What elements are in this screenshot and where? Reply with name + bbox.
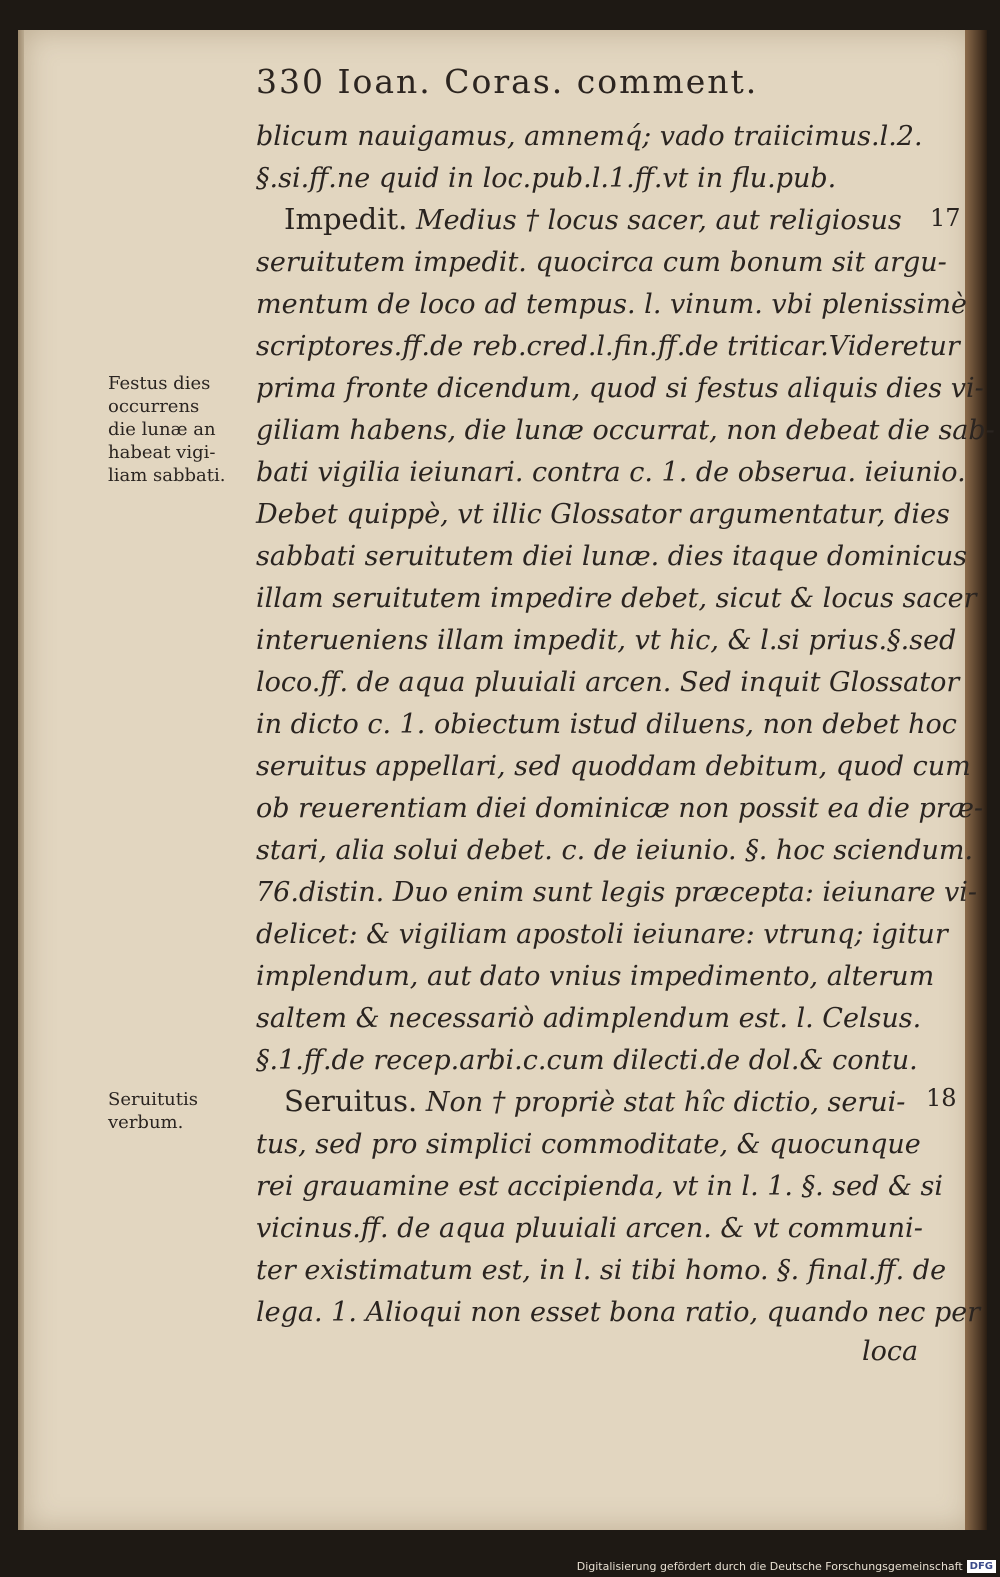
text-line: prima fronte dicendum, quod si festus aliquis dies vi- bbox=[256, 373, 984, 404]
text-line: ob reuerentiam diei dominicæ non possit ea die præ- bbox=[256, 793, 984, 824]
text-line: loco.ff. de aqua pluuiali arcen. Sed inquit Glossator bbox=[256, 667, 960, 698]
running-head: 330 Ioan. Coras. comment. bbox=[256, 62, 759, 101]
text-line: giliam habens, die lunæ occurrat, non debeat die sab- bbox=[256, 415, 995, 446]
catchword: loca bbox=[862, 1336, 919, 1367]
text-line: mentum de loco ad tempus. l. vinum. vbi plenissimè bbox=[256, 289, 968, 320]
text-line: bati vigilia ieiunari. contra c. 1. de obserua. ieiunio. bbox=[256, 457, 966, 488]
section-number: 18 bbox=[926, 1084, 957, 1112]
text-line: in dicto c. 1. obiectum istud diluens, non debet hoc bbox=[256, 709, 957, 740]
text-line: illam seruitutem impedire debet, sicut & locus sacer bbox=[256, 583, 977, 614]
text-line: lega. 1. Alioqui non esset bona ratio, quando nec per bbox=[256, 1297, 981, 1328]
text-line: Debet quippè, vt illic Glossator argumentatur, dies bbox=[256, 499, 950, 530]
text-line: 76.distin. Duo enim sunt legis præcepta: ieiunare vi- bbox=[256, 877, 978, 908]
text-line: Impedit. Medius † locus sacer, aut religiosus bbox=[284, 202, 902, 236]
text-line: tus, sed pro simplici commoditate, & quocunque bbox=[256, 1129, 921, 1160]
text-line: Seruitus. Non † propriè stat hîc dictio, serui- bbox=[284, 1084, 906, 1118]
text-line: interueniens illam impedit, vt hic, & l.si prius.§.sed bbox=[256, 625, 957, 656]
text-line: delicet: & vigiliam apostoli ieiunare: vtrunq; igitur bbox=[256, 919, 948, 950]
text-line: §.1.ff.de recep.arbi.c.cum dilecti.de dol.& contu. bbox=[256, 1045, 918, 1076]
text-line: sabbati seruitutem diei lunæ. dies itaque dominicus bbox=[256, 541, 968, 572]
digitization-credit: Digitalisierung gefördert durch die Deutsche Forschungsgemeinschaft DFG bbox=[577, 1560, 996, 1573]
text-line: saltem & necessariò adimplendum est. l. Celsus. bbox=[256, 1003, 922, 1034]
dfg-logo-icon: DFG bbox=[967, 1560, 996, 1573]
text-line: seruitus appellari, sed quoddam debitum, quod cum bbox=[256, 751, 971, 782]
marginal-note: Festus dies occurrens die lunæ an habeat vigi- liam sabbati. bbox=[108, 373, 226, 486]
text-line: scriptores.ff.de reb.cred.l.fin.ff.de triticar.Videretur bbox=[256, 331, 960, 362]
text-line: rei grauamine est accipienda, vt in l. 1. §. sed & si bbox=[256, 1171, 944, 1202]
section-number: 17 bbox=[930, 204, 961, 232]
text-line: §.si.ff.ne quid in loc.pub.l.1.ff.vt in flu.pub. bbox=[256, 163, 837, 194]
text-line: stari, alia solui debet. c. de ieiunio. §. hoc sciendum. bbox=[256, 835, 974, 866]
text-line: vicinus.ff. de aqua pluuiali arcen. & vt communi- bbox=[256, 1213, 923, 1244]
text-line: implendum, aut dato vnius impedimento, alterum bbox=[256, 961, 935, 992]
text-line: ter existimatum est, in l. si tibi homo. §. final.ff. de bbox=[256, 1255, 947, 1286]
marginal-note: Seruitutis verbum. bbox=[108, 1089, 198, 1133]
text-line: seruitutem impedit. quocirca cum bonum sit argu- bbox=[256, 247, 947, 278]
text-line: blicum nauigamus, amnemq́; vado traiicimus.l.2. bbox=[256, 121, 923, 152]
